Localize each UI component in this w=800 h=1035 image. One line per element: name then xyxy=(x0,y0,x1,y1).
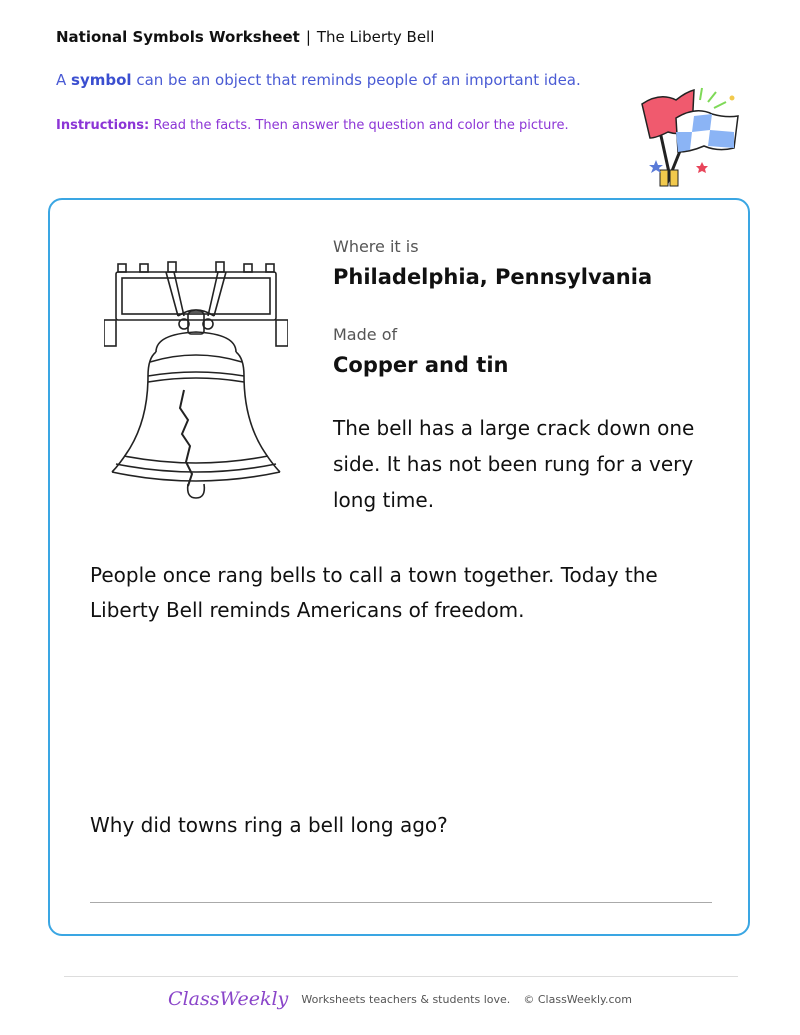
instructions-label: Instructions: xyxy=(56,118,150,133)
intro-suffix: can be an object that reminds people of an important idea. xyxy=(131,71,581,89)
footer-divider xyxy=(64,976,738,977)
worksheet-title: National Symbols Worksheet xyxy=(56,28,300,46)
material-label: Made of xyxy=(333,325,398,344)
bell-description: The bell has a large crack down one side. It has not been rung for a very long time. xyxy=(333,416,695,512)
footer-copyright: © ClassWeekly.com xyxy=(523,992,632,1006)
instructions xyxy=(56,118,569,133)
worksheet-subtitle: The Liberty Bell xyxy=(316,28,435,46)
intro-prefix: A xyxy=(56,71,72,89)
location-value: Philadelphia, Pennsylvania xyxy=(333,265,653,289)
brand-logo[interactable]: ClassWeekly xyxy=(168,988,289,1010)
material-value: Copper and tin xyxy=(333,353,509,377)
question-text: Why did towns ring a bell long ago? xyxy=(90,813,448,837)
intro-sentence xyxy=(56,71,581,89)
intro-keyword: symbol xyxy=(71,71,132,89)
header-separator: | xyxy=(305,28,311,46)
answer-line[interactable] xyxy=(90,902,712,903)
flags-celebration-icon xyxy=(636,82,746,192)
footer-tagline: Worksheets teachers & students love. xyxy=(301,992,511,1006)
liberty-bell-icon xyxy=(104,258,288,504)
worksheet-header xyxy=(56,28,434,46)
footer xyxy=(0,988,800,1010)
history-paragraph: People once rang bells to call a town together. Today the Liberty Bell reminds Americans of freedom. xyxy=(90,563,658,622)
instructions-text: Read the facts. Then answer the question and color the picture. xyxy=(149,118,569,133)
location-label: Where it is xyxy=(333,237,419,256)
